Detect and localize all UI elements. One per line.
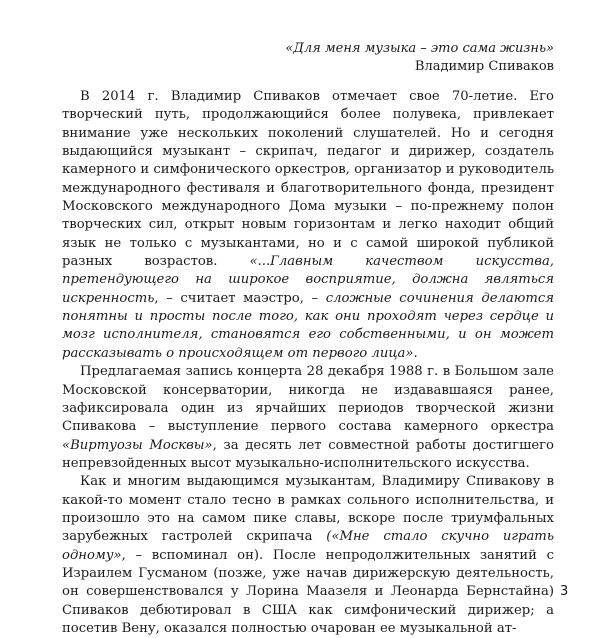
book-page	[62, 40, 554, 638]
text-run: .	[413, 345, 418, 361]
body-text	[62, 88, 554, 638]
text-run: , – вспоминал он). После непродолжительных занятий с Израилем Гусманом (позже, уже начав дирижерскую деятельность, он совершенствовался у Лорина Маазеля и Леонарда Бернстайна) Спиваков дебютировал в США как симфонический дирижер; а посетив Вену, оказался полностью очарован ее музыкальной ат-	[62, 547, 554, 636]
paragraph	[62, 363, 554, 473]
text-run: Предлагаемая запись концерта 28 декабря 1988 г. в Большом зале Московской консерватории, никогда не издававшаяся ранее, зафиксировала один из ярчайших периодов творческой жизни Спивакова – выступление первого состава камерного оркестра	[62, 364, 554, 435]
epigraph-author: Владимир Спиваков	[414, 59, 554, 74]
italic-quote: «...Главным качеством искусства, претендующего на широкое восприятие, должна являться искренность	[62, 254, 555, 306]
italic-quote: («Мне стало скучно играть одному»	[62, 529, 554, 563]
paragraph	[62, 473, 554, 638]
italic-quote: сложные сочинения делаются понятны и просты после того, как они проходят через сердце и мозг исполнителя, становятся его собственными, и он может рассказывать о происходящем от первого лица»	[62, 290, 554, 361]
page-number: 3	[560, 584, 569, 599]
paragraph	[62, 88, 554, 363]
text-run: , за десять лет совместной работы достигшего непревзойденных высот музыкально-исполнительского искусства.	[62, 437, 554, 471]
text-run: Как и многим выдающимся музыкантам, Владимиру Спивакову в какой-то момент стало тесно в рамках сольного исполнительства, и произошло это на самом пике славы, вскоре после триумфальных зарубежных гастролей скрипача	[62, 474, 554, 545]
text-run: В 2014 г. Владимир Спиваков отмечает свое 70-летие. Его творческий путь, продолжающийся более полувека, привлекает внимание уже нескольких поколений слушателей. Но и сегодня выдающийся музыкант – скрипач, педагог и дирижер, создатель камерного и симфонического оркестров, организатор и руководитель международного фестиваля и благотворительного фонда, президент Московского международного Дома музыки – по-прежнему полон творческих сил, открыт новым горизонтам и легко находит общий язык не только с музыкантами, но и с самой широкой публикой разных возрастов.	[62, 89, 555, 270]
italic-title: «Виртуозы Москвы»	[62, 437, 213, 453]
text-run: , – считает маэстро, –	[154, 290, 326, 306]
epigraph-quote: «Для меня музыка – это сама жизнь»	[285, 41, 554, 56]
epigraph	[62, 40, 554, 76]
